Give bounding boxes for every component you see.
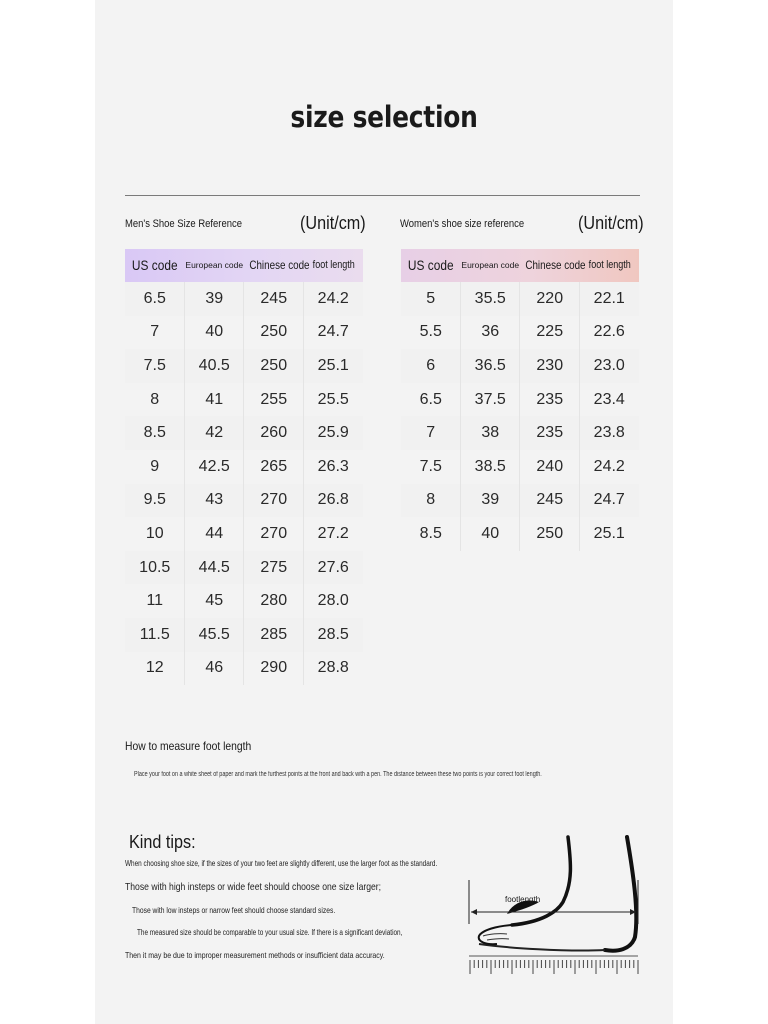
table-cell: 41 (185, 383, 245, 417)
column-header-foot-length: foot length (588, 258, 631, 271)
table-cell: 24.2 (580, 450, 640, 484)
table-row (125, 416, 363, 450)
table-cell: 22.1 (580, 282, 640, 316)
table-cell: 43 (185, 484, 245, 518)
column-header-chinese-code: Chinese code (249, 258, 310, 273)
table-cell: 6.5 (125, 282, 185, 316)
table-row (401, 349, 639, 383)
table-row (125, 618, 363, 652)
table-cell: 255 (244, 383, 304, 417)
table-cell: 7.5 (125, 349, 185, 383)
page-title: size selection (290, 100, 478, 134)
table-cell: 42.5 (185, 450, 245, 484)
table-row (125, 652, 363, 686)
table-cell: 265 (244, 450, 304, 484)
table-cell: 23.4 (580, 383, 640, 417)
table-cell: 250 (244, 316, 304, 350)
table-cell: 28.5 (304, 618, 364, 652)
table-cell: 9.5 (125, 484, 185, 518)
women-table-header (401, 249, 639, 282)
table-cell: 245 (520, 484, 580, 518)
table-row (125, 383, 363, 417)
table-cell: 45.5 (185, 618, 245, 652)
table-row (401, 416, 639, 450)
table-cell: 5.5 (401, 316, 461, 350)
table-cell: 22.6 (580, 316, 640, 350)
table-cell: 42 (185, 416, 245, 450)
table-row (401, 383, 639, 417)
table-row (125, 551, 363, 585)
table-cell: 44.5 (185, 551, 245, 585)
table-cell: 8 (401, 484, 461, 518)
table-cell: 290 (244, 652, 304, 686)
table-cell: 250 (520, 517, 580, 551)
table-cell: 24.7 (304, 316, 364, 350)
size-chart-panel (95, 0, 673, 1024)
table-cell: 8.5 (401, 517, 461, 551)
table-cell: 38 (461, 416, 521, 450)
table-cell: 8.5 (125, 416, 185, 450)
table-row (401, 484, 639, 518)
table-cell: 11.5 (125, 618, 185, 652)
measure-heading: How to measure foot length (125, 739, 252, 753)
table-cell: 240 (520, 450, 580, 484)
women-size-table (401, 249, 639, 551)
tip-line: The measured size should be comparable to your usual size. If there is a significant deviation, (137, 928, 403, 937)
table-cell: 24.2 (304, 282, 364, 316)
table-cell: 280 (244, 584, 304, 618)
men-table-header (125, 249, 363, 282)
table-cell: 25.1 (304, 349, 364, 383)
table-cell: 36.5 (461, 349, 521, 383)
table-cell: 39 (185, 282, 245, 316)
table-cell: 10.5 (125, 551, 185, 585)
table-cell: 28.0 (304, 584, 364, 618)
table-cell: 230 (520, 349, 580, 383)
table-cell: 275 (244, 551, 304, 585)
column-header-european-code: European code (185, 260, 244, 271)
table-cell: 6 (401, 349, 461, 383)
tip-line: When choosing shoe size, if the sizes of your two feet are slightly different, use the larger foot as the standard. (125, 859, 438, 868)
measure-instructions: Place your foot on a white sheet of paper and mark the furthest points at the front and back with a pen. The distance between these two points is your correct foot length. (134, 771, 542, 778)
column-header-us-code: US code (407, 257, 454, 274)
column-header-european-code: European code (461, 260, 520, 271)
table-row (125, 316, 363, 350)
table-row (125, 584, 363, 618)
table-cell: 23.0 (580, 349, 640, 383)
table-row (125, 450, 363, 484)
table-cell: 220 (520, 282, 580, 316)
table-cell: 235 (520, 383, 580, 417)
tip-line: Then it may be due to improper measurement methods or insufficient data accuracy. (125, 950, 385, 960)
divider (125, 195, 640, 196)
table-cell: 24.7 (580, 484, 640, 518)
table-cell: 23.8 (580, 416, 640, 450)
column-header-chinese-code: Chinese code (525, 258, 586, 273)
table-cell: 46 (185, 652, 245, 686)
table-cell: 225 (520, 316, 580, 350)
tip-line: Those with high insteps or wide feet should choose one size larger; (125, 881, 382, 893)
table-cell: 7 (401, 416, 461, 450)
table-cell: 40.5 (185, 349, 245, 383)
column-header-us-code: US code (131, 257, 178, 274)
men-table-label: Men's Shoe Size Reference (125, 218, 242, 230)
table-cell: 26.3 (304, 450, 364, 484)
table-cell: 9 (125, 450, 185, 484)
table-cell: 7 (125, 316, 185, 350)
table-cell: 35.5 (461, 282, 521, 316)
tip-line: Those with low insteps or narrow feet should choose standard sizes. (132, 906, 336, 915)
foot-measure-icon (467, 832, 643, 982)
men-table-body (125, 282, 363, 685)
table-row (125, 484, 363, 518)
table-cell: 8 (125, 383, 185, 417)
table-cell: 45 (185, 584, 245, 618)
foot-length-label: footlength (505, 895, 541, 904)
table-cell: 37.5 (461, 383, 521, 417)
table-cell: 38.5 (461, 450, 521, 484)
table-cell: 6.5 (401, 383, 461, 417)
table-cell: 235 (520, 416, 580, 450)
table-cell: 25.1 (580, 517, 640, 551)
table-cell: 25.5 (304, 383, 364, 417)
table-row (401, 316, 639, 350)
men-size-table (125, 249, 363, 685)
table-cell: 285 (244, 618, 304, 652)
table-cell: 40 (185, 316, 245, 350)
women-table-label: Women's shoe size reference (400, 218, 525, 230)
table-row (125, 349, 363, 383)
women-table-unit: (Unit/cm) (578, 213, 644, 233)
table-row (401, 517, 639, 551)
table-cell: 39 (461, 484, 521, 518)
men-table-unit: (Unit/cm) (300, 213, 366, 233)
table-row (125, 282, 363, 316)
table-cell: 250 (244, 349, 304, 383)
table-cell: 25.9 (304, 416, 364, 450)
table-cell: 260 (244, 416, 304, 450)
table-row (401, 450, 639, 484)
table-row (401, 282, 639, 316)
table-cell: 12 (125, 652, 185, 686)
table-cell: 27.2 (304, 517, 364, 551)
women-table-body (401, 282, 639, 551)
table-row (125, 517, 363, 551)
table-cell: 28.8 (304, 652, 364, 686)
table-cell: 5 (401, 282, 461, 316)
table-cell: 36 (461, 316, 521, 350)
table-cell: 7.5 (401, 450, 461, 484)
table-cell: 245 (244, 282, 304, 316)
table-cell: 270 (244, 484, 304, 518)
table-cell: 11 (125, 584, 185, 618)
table-cell: 44 (185, 517, 245, 551)
column-header-foot-length: foot length (312, 258, 355, 271)
table-cell: 270 (244, 517, 304, 551)
table-cell: 26.8 (304, 484, 364, 518)
table-cell: 40 (461, 517, 521, 551)
table-cell: 10 (125, 517, 185, 551)
table-cell: 27.6 (304, 551, 364, 585)
tips-heading: Kind tips: (129, 832, 196, 852)
